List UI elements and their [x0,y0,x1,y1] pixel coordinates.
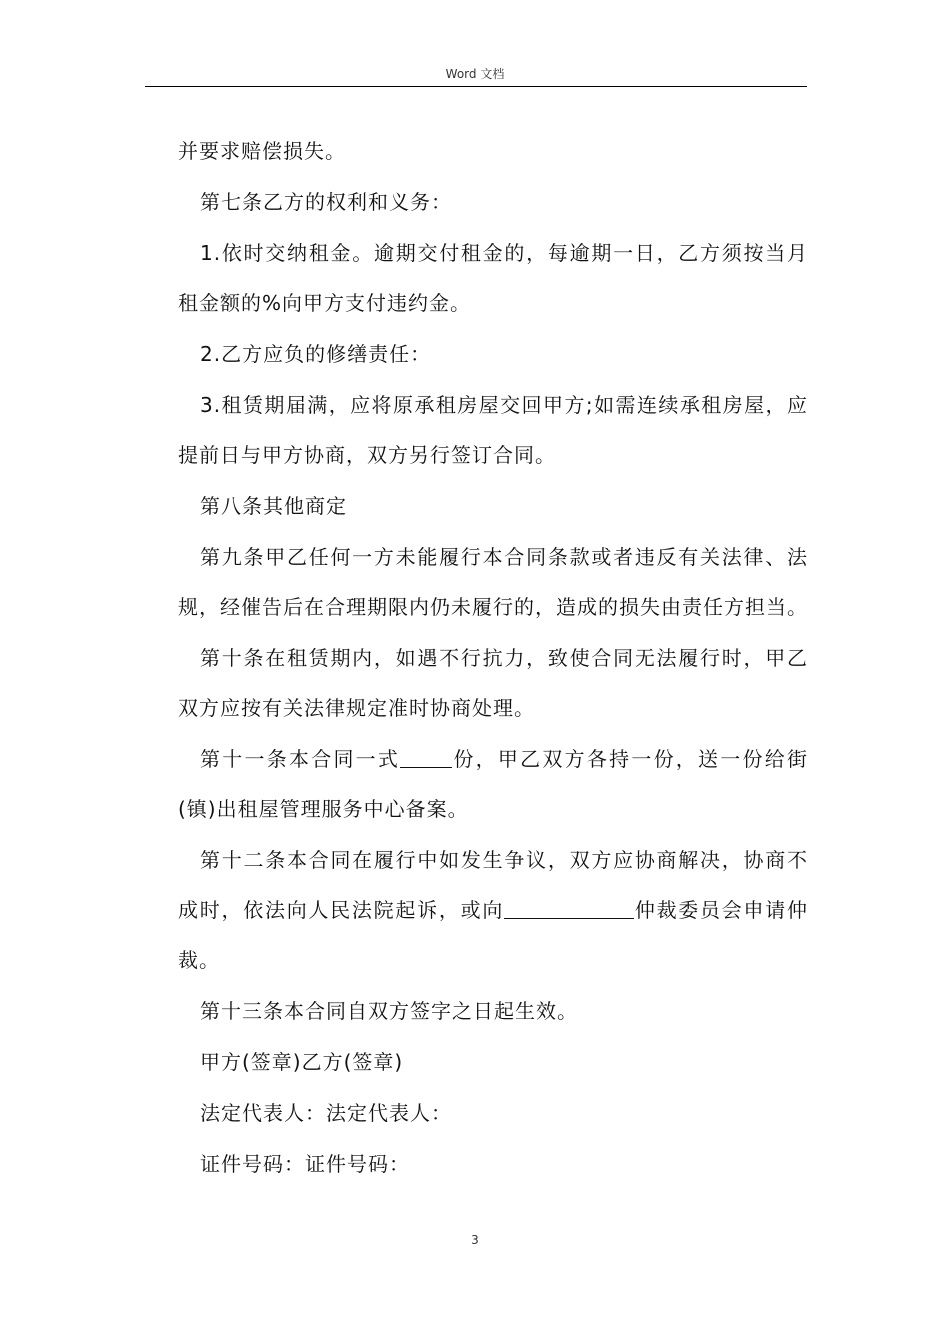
clause-11-text-after: 份，甲乙双方各持一份，送一份给街(镇)出租屋管理服务中心备案。 [178,747,809,821]
paragraph-clause-13: 第十三条本合同自双方签字之日起生效。 [200,999,578,1023]
paragraph-clause-7-item-1: 1.依时交纳租金。逾期交付租金的，每逾期一日，乙方须按当月租金额的%向甲方支付违约金。 [178,241,808,315]
clause-11-text-before: 第十一条本合同一式 [200,747,401,771]
paragraph-clause-9: 第九条甲乙任何一方未能履行本合同条款或者违反有关法律、法规，经催告后在合理期限内仍未履行的，造成的损失由责任方担当。 [178,545,808,619]
paragraph-clause-7-heading: 第七条乙方的权利和义务： [200,190,452,214]
document-header-title: Word 文档 [445,67,505,81]
copies-blank-line [400,749,452,768]
header-divider [145,86,807,87]
clause-12-text-before: 第十二条本合同在履行中如发生争议，双方应协商解决，协商不成时，依法向人民法院起诉，或向 [178,848,808,922]
clause-12-text-after: 仲裁委员会申请仲裁。 [178,898,809,972]
page-number: 3 [471,1233,479,1247]
paragraph-clause-10: 第十条在租赁期内，如遇不行抗力，致使合同无法履行时，甲乙双方应按有关法律规定准时协商处理。 [178,646,808,720]
paragraph-clause-11 [178,734,808,834]
paragraph-clause-7-item-2: 2.乙方应负的修缮责任： [200,342,432,366]
paragraph-clause-7-item-3: 3.租赁期届满，应将原承租房屋交回甲方;如需连续承租房屋，应提前日与甲方协商，双方另行签订合同。 [178,393,808,467]
paragraph-continuation: 并要求赔偿损失。 [178,139,346,163]
signature-line: 甲方(签章)乙方(签章) [200,1050,404,1074]
document-body [178,126,808,1190]
arbitration-blank-line [504,900,634,919]
paragraph-clause-8: 第八条其他商定 [200,494,347,518]
id-number-line: 证件号码：证件号码： [200,1152,410,1176]
legal-representative-line: 法定代表人：法定代表人： [200,1101,452,1125]
paragraph-clause-12 [178,835,808,985]
